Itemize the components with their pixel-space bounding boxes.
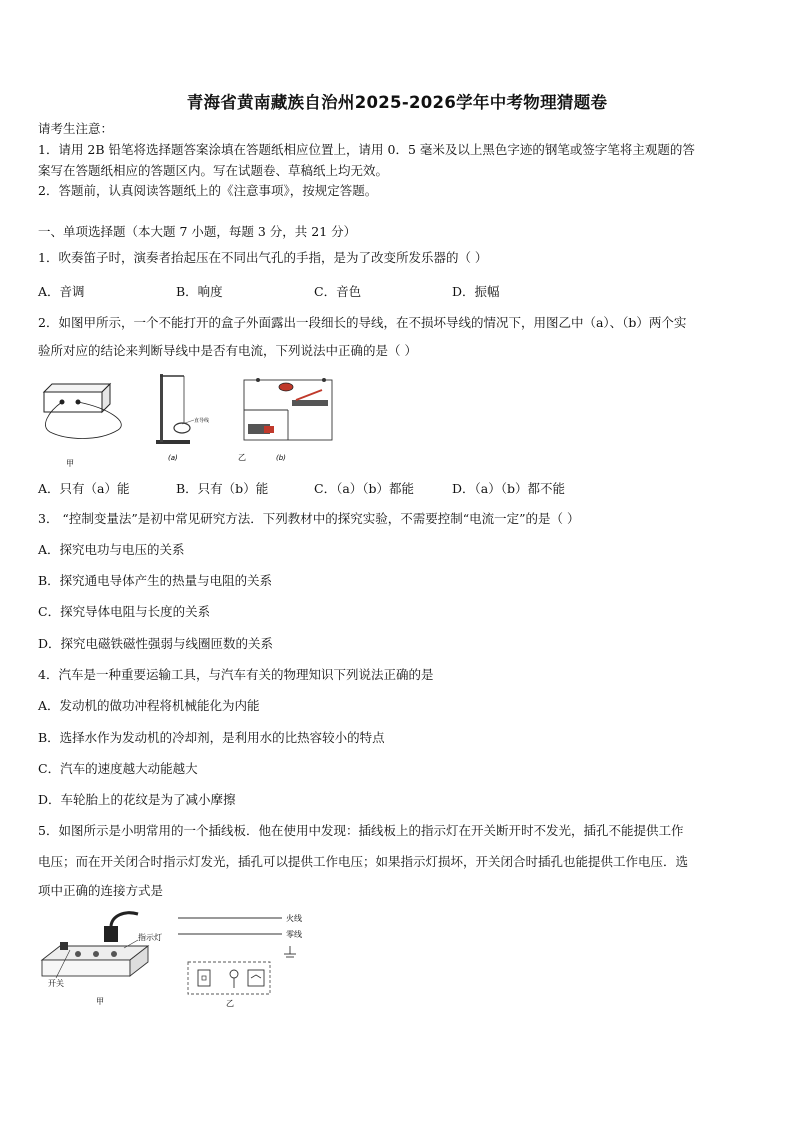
fig-label-wire: 直导线 bbox=[194, 418, 210, 424]
fig-label-yi: 乙 bbox=[238, 453, 246, 462]
fig-label-indicator: 指示灯 bbox=[138, 933, 162, 942]
notice-item-2: 2．答题前，认真阅读答题纸上的《注意事项》，按规定答题。 bbox=[38, 183, 378, 198]
circuit-illustration bbox=[244, 378, 332, 440]
q3-option-b: B．探究通电导体产生的热量与电阻的关系 bbox=[38, 573, 273, 588]
q4-option-a: A．发动机的做功冲程将机械能化为内能 bbox=[38, 698, 260, 713]
q2-option-a: A．只有（a）能 bbox=[38, 481, 130, 496]
wiring-diagram bbox=[178, 918, 296, 994]
q3-stem: 3． “控制变量法”是初中常见研究方法．下列教材中的探究实验，不需要控制“电流一定”的是（ ） bbox=[38, 511, 580, 526]
q2-figure bbox=[38, 368, 338, 470]
notice-heading: 请考生注意： bbox=[38, 121, 114, 136]
q1-stem: 1．吹奏笛子时，演奏者抬起压在不同出气孔的手指，是为了改变所发乐器的（ ） bbox=[38, 250, 488, 265]
fig-label-a: (a) bbox=[168, 454, 178, 462]
page-title: 青海省黄南藏族自治州2025-2026学年中考物理猜题卷 bbox=[186, 93, 608, 112]
q1-option-c: C．音色 bbox=[314, 284, 362, 299]
section-heading: 一、单项选择题（本大题 7 小题，每题 3 分，共 21 分） bbox=[38, 224, 357, 239]
stand-illustration bbox=[156, 374, 194, 444]
fig-label-jia: 甲 bbox=[96, 997, 104, 1006]
q5-stem-line-2: 电压；而在开关闭合时指示灯发光，插孔可以提供工作电压；如果指示灯损坏，开关闭合时插孔也能提供工作电压．选 bbox=[38, 854, 689, 869]
q1-option-b: B．响度 bbox=[176, 284, 223, 299]
power-strip-illustration bbox=[42, 913, 148, 978]
q4-stem: 4．汽车是一种重要运输工具，与汽车有关的物理知识下列说法正确的是 bbox=[38, 667, 434, 682]
q5-figure bbox=[38, 906, 318, 1010]
sealed-box-illustration bbox=[44, 384, 121, 439]
q4-option-d: D．车轮胎上的花纹是为了减小摩擦 bbox=[38, 792, 236, 807]
q2-option-c: C．（a）（b）都能 bbox=[314, 481, 415, 496]
q4-option-b: B．选择水作为发动机的冷却剂，是利用水的比热容较小的特点 bbox=[38, 730, 385, 745]
q4-option-c: C．汽车的速度越大动能越大 bbox=[38, 761, 198, 776]
q3-option-a: A．探究电功与电压的关系 bbox=[38, 542, 185, 557]
fig-label-neutral: 零线 bbox=[286, 930, 302, 939]
notice-item-1-line-2: 案写在答题纸相应的答题区内。写在试题卷、草稿纸上均无效。 bbox=[38, 163, 389, 178]
q2-option-d: D．（a）（b）都不能 bbox=[452, 481, 565, 496]
q3-option-d: D．探究电磁铁磁性强弱与线圈匝数的关系 bbox=[38, 636, 274, 651]
q2-stem-line-1: 2．如图甲所示，一个不能打开的盒子外面露出一段细长的导线，在不损坏导线的情况下，用图乙中（a）、（b）两个实 bbox=[38, 315, 687, 330]
q2-stem-line-2: 验所对应的结论来判断导线中是否有电流，下列说法中正确的是（ ） bbox=[38, 343, 417, 358]
notice-item-1-line-1: 1．请用 2B 铅笔将选择题答案涂填在答题纸相应位置上，请用 0．5 毫米及以上黑色字迹的钢笔或签字笔将主观题的答 bbox=[38, 142, 695, 157]
fig-label-live: 火线 bbox=[286, 914, 302, 923]
fig-label-b: (b) bbox=[276, 454, 286, 462]
q1-option-d: D．振幅 bbox=[452, 284, 500, 299]
q1-option-a: A．音调 bbox=[38, 284, 85, 299]
fig-label-switch: 开关 bbox=[48, 979, 64, 988]
q5-stem-line-3: 项中正确的连接方式是 bbox=[38, 883, 164, 898]
fig-label-jia: 甲 bbox=[66, 459, 74, 468]
fig-label-yi: 乙 bbox=[226, 999, 234, 1008]
q5-stem-line-1: 5．如图所示是小明常用的一个插线板．他在使用中发现：插线板上的指示灯在开关断开时不发光，插孔不能提供工作 bbox=[38, 823, 684, 838]
q2-option-b: B．只有（b）能 bbox=[176, 481, 269, 496]
q3-option-c: C．探究导体电阻与长度的关系 bbox=[38, 604, 211, 619]
